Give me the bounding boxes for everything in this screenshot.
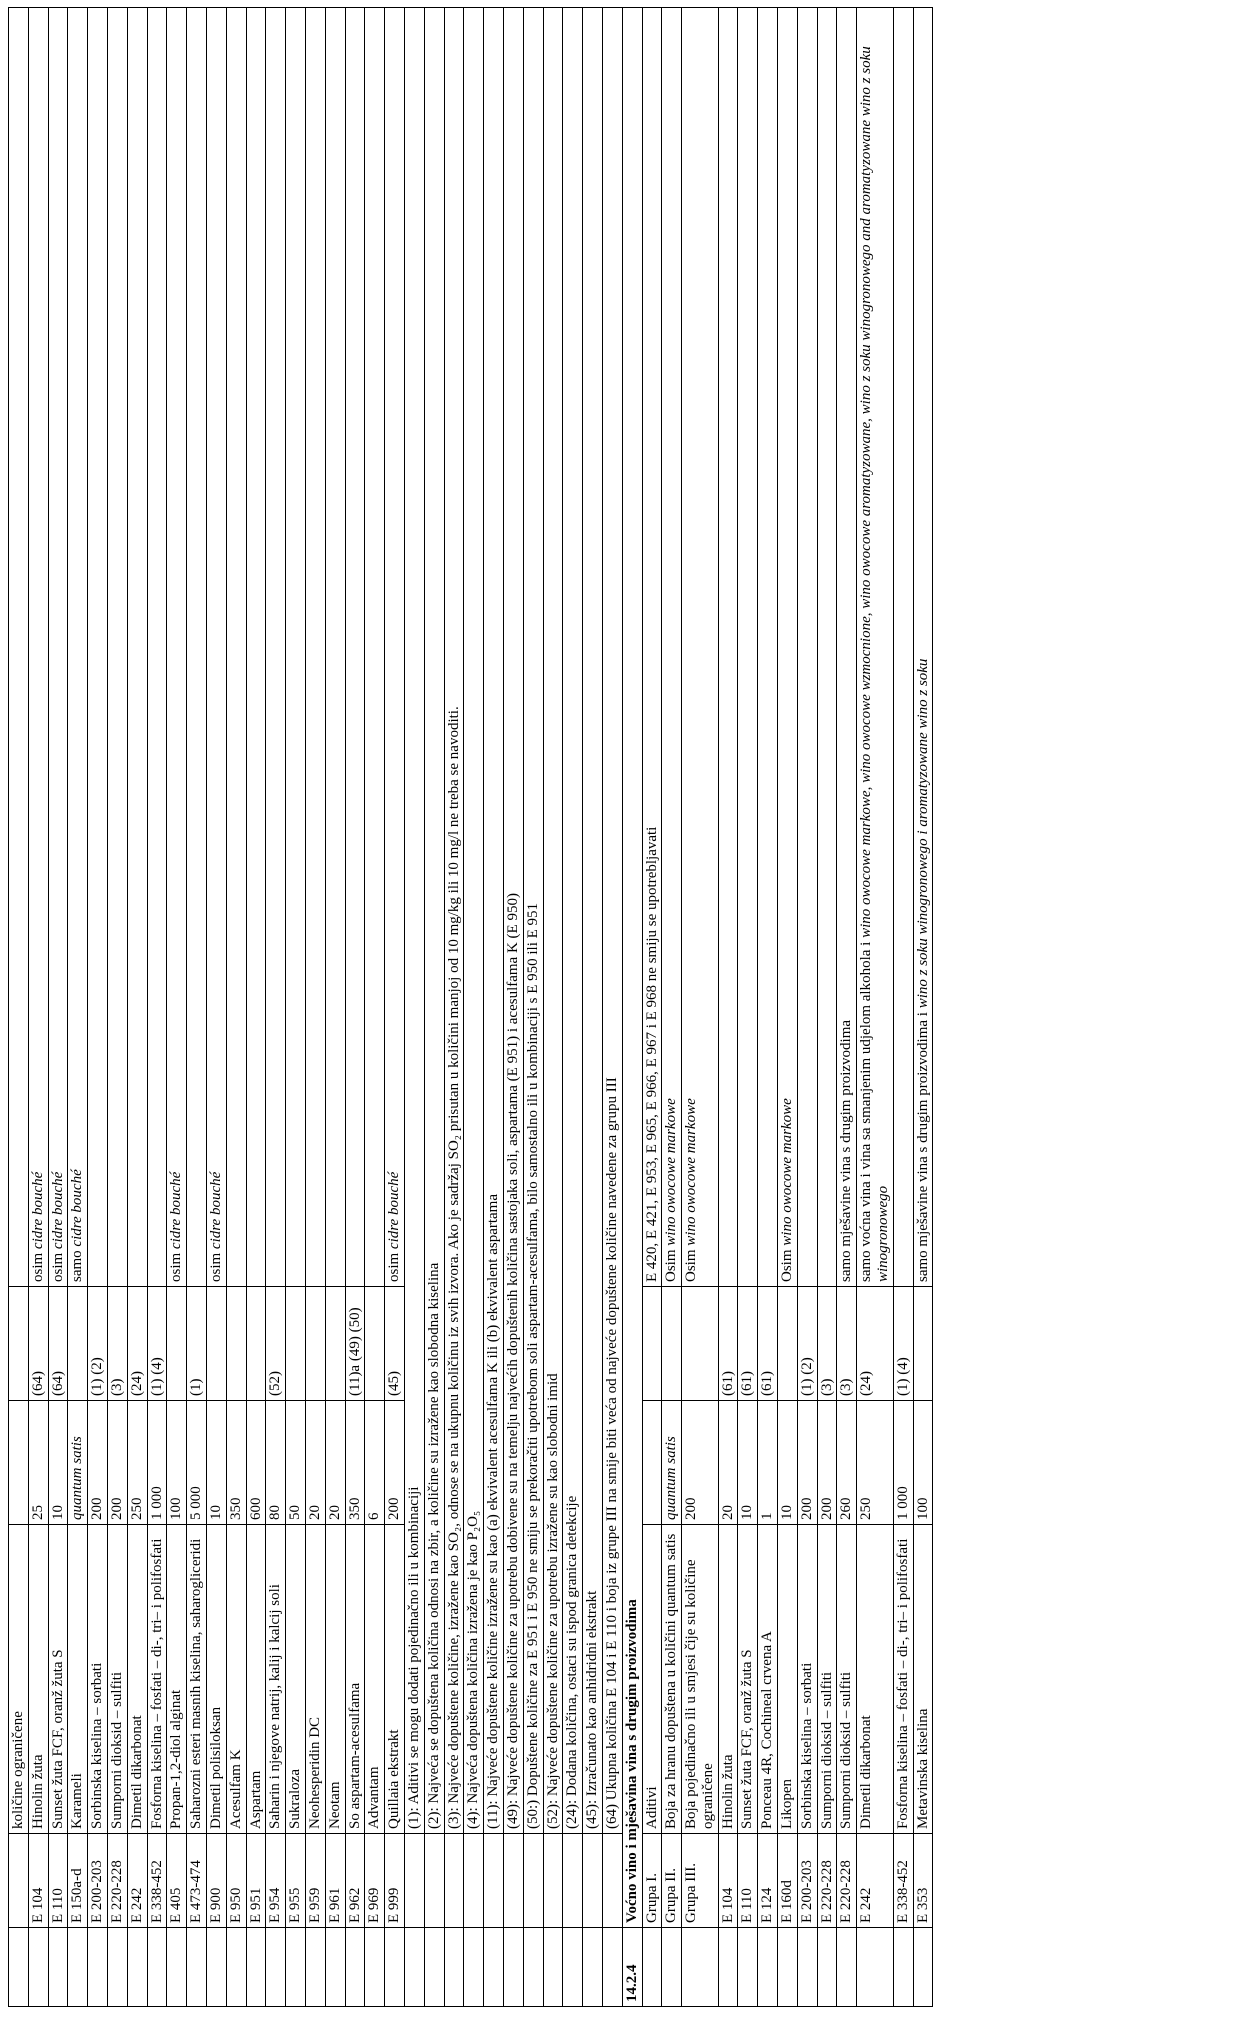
restrictions: osim cidre bouché bbox=[167, 8, 187, 1287]
footnote-refs: (1) (4) bbox=[147, 1287, 167, 1401]
table-row bbox=[325, 8, 345, 2007]
additive-name: Metavinska kiselina bbox=[913, 1525, 933, 1834]
footnote-refs bbox=[305, 1287, 325, 1401]
code-cell bbox=[523, 1834, 543, 1928]
footnote-refs bbox=[68, 1287, 88, 1401]
additive-code: E 242 bbox=[127, 1834, 147, 1928]
footnote-text: (4): Najveća dopuštena količina izražena je kao P₂O₅ bbox=[464, 8, 484, 1834]
additive-code: E 473-474 bbox=[187, 1834, 207, 1928]
restrictions bbox=[817, 8, 837, 1287]
restrictions-italic: wino owocowe markowe bbox=[683, 1098, 700, 1246]
additive-code: E 900 bbox=[206, 1834, 226, 1928]
restrictions bbox=[305, 8, 325, 1287]
table-row bbox=[147, 8, 167, 2007]
additive-name: Sunset žuta FCF, oranž žuta S bbox=[48, 1525, 68, 1834]
category-cell bbox=[68, 1928, 88, 2007]
category-cell bbox=[758, 1928, 778, 2007]
restrictions: Osim wino owocowe markowe bbox=[778, 8, 798, 1287]
footnote-refs bbox=[642, 1287, 662, 1401]
footnote-row bbox=[404, 8, 424, 2007]
footnote-refs bbox=[9, 1287, 29, 1401]
table-row bbox=[107, 8, 127, 2007]
max-quantity: 200 bbox=[385, 1401, 405, 1525]
footnote-refs bbox=[662, 1287, 682, 1401]
table-top-section bbox=[9, 8, 405, 2007]
additive-code: E 104 bbox=[28, 1834, 48, 1928]
footnote-refs: (1) (2) bbox=[88, 1287, 108, 1401]
code-cell bbox=[464, 1834, 484, 1928]
restrictions bbox=[246, 8, 266, 1287]
additive-code: E 954 bbox=[266, 1834, 286, 1928]
category-cell bbox=[107, 1928, 127, 2007]
footnotes-section bbox=[404, 8, 622, 2007]
footnote-row bbox=[503, 8, 523, 2007]
additive-name: Fosforna kiselina – fosfati – di-, tri– i polifosfati bbox=[147, 1525, 167, 1834]
additive-code: Grupa II. bbox=[662, 1834, 682, 1928]
footnote-text: (49): Najveće dopuštene količine za upotrebu dobivene su na temelju najvećih dopuštenih količina sastojaka soli, aspartama (E 951) i acesulfama K (E 950) bbox=[503, 8, 523, 1834]
category-cell bbox=[837, 1928, 857, 2007]
table-row bbox=[817, 8, 837, 2007]
additive-name: Sorbinska kiselina – sorbati bbox=[797, 1525, 817, 1834]
additive-name: Propan-1,2-diol alginat bbox=[167, 1525, 187, 1834]
table-row bbox=[48, 8, 68, 2007]
restrictions bbox=[738, 8, 758, 1287]
restrictions-italic: wino z soku winogronowego i aromatyzowane wino z soku bbox=[914, 658, 931, 1009]
restrictions bbox=[107, 8, 127, 1287]
footnote-refs: (1) (2) bbox=[797, 1287, 817, 1401]
table-row bbox=[797, 8, 817, 2007]
table-row bbox=[28, 8, 48, 2007]
category-cell bbox=[28, 1928, 48, 2007]
category-cell bbox=[857, 1928, 894, 2007]
additive-code: E 242 bbox=[857, 1834, 894, 1928]
footnote-row bbox=[602, 8, 622, 2007]
restrictions: osim cidre bouché bbox=[28, 8, 48, 1287]
additive-name: Hinolin žuta bbox=[28, 1525, 48, 1834]
restrictions bbox=[147, 8, 167, 1287]
code-cell bbox=[424, 1834, 444, 1928]
max-quantity-italic: quantum satis bbox=[663, 1436, 680, 1520]
max-quantity: 10 bbox=[738, 1401, 758, 1525]
additive-name: Saharin i njegove natrij, kalij i kalcij soli bbox=[266, 1525, 286, 1834]
additive-code: E 110 bbox=[738, 1834, 758, 1928]
additive-code: E 405 bbox=[167, 1834, 187, 1928]
footnote-refs bbox=[286, 1287, 306, 1401]
max-quantity: 350 bbox=[345, 1401, 365, 1525]
table-row bbox=[167, 8, 187, 2007]
max-quantity: 20 bbox=[325, 1401, 345, 1525]
category-cell bbox=[583, 1928, 603, 2007]
category-cell bbox=[523, 1928, 543, 2007]
restrictions bbox=[758, 8, 778, 1287]
max-quantity: 50 bbox=[286, 1401, 306, 1525]
restrictions bbox=[88, 8, 108, 1287]
category-cell bbox=[325, 1928, 345, 2007]
restrictions: Osim wino owocowe markowe bbox=[682, 8, 719, 1287]
category-cell bbox=[246, 1928, 266, 2007]
additive-code: E 959 bbox=[305, 1834, 325, 1928]
category-cell bbox=[226, 1928, 246, 2007]
footnote-refs: (61) bbox=[718, 1287, 738, 1401]
restrictions-italic: wino owocowe markowe, wino owocowe wzmocnione, wino owocowe aromatyzowane, wino z soku winogronowego and aromatyzowane wino z soku winogronowego bbox=[858, 46, 892, 1282]
code-cell bbox=[602, 1834, 622, 1928]
additive-name: Sumporni dioksid – sulfiti bbox=[107, 1525, 127, 1834]
additive-name: Boja za hranu dopuštena u količini quantum satis bbox=[662, 1525, 682, 1834]
category-cell bbox=[642, 1928, 662, 2007]
footnote-text: (1): Aditivi se mogu dodati pojedinačno ili u kombinaciji bbox=[404, 8, 424, 1834]
footnote-row bbox=[464, 8, 484, 2007]
restrictions: osim cidre bouché bbox=[48, 8, 68, 1287]
category-cell bbox=[266, 1928, 286, 2007]
code-cell bbox=[563, 1834, 583, 1928]
footnote-refs bbox=[913, 1287, 933, 1401]
footnote-refs: (3) bbox=[817, 1287, 837, 1401]
category-cell bbox=[778, 1928, 798, 2007]
restrictions bbox=[718, 8, 738, 1287]
restrictions bbox=[345, 8, 365, 1287]
restrictions: E 420, E 421, E 953, E 965, E 966, E 967 i E 968 ne smiju se upotrebljavati bbox=[642, 8, 662, 1287]
max-quantity: 5 000 bbox=[187, 1401, 207, 1525]
max-quantity bbox=[68, 1401, 88, 1525]
max-quantity: 10 bbox=[206, 1401, 226, 1525]
restrictions-italic: cidre bouché bbox=[29, 1171, 46, 1250]
footnote-refs bbox=[246, 1287, 266, 1401]
category-cell bbox=[305, 1928, 325, 2007]
category-cell bbox=[385, 1928, 405, 2007]
additive-code: E 104 bbox=[718, 1834, 738, 1928]
restrictions: samo mješavine vina s drugim proizvodima i wino z soku winogronowego i aromatyzowane wino z soku bbox=[913, 8, 933, 1287]
category-cell bbox=[345, 1928, 365, 2007]
table-row bbox=[642, 8, 662, 2007]
additive-code: E 962 bbox=[345, 1834, 365, 1928]
additive-name: So aspartam-acesulfama bbox=[345, 1525, 365, 1834]
footnote-refs bbox=[682, 1287, 719, 1401]
additive-code: E 338-452 bbox=[147, 1834, 167, 1928]
category-cell bbox=[444, 1928, 464, 2007]
table-row bbox=[778, 8, 798, 2007]
max-quantity: 260 bbox=[837, 1401, 857, 1525]
max-quantity: 1 bbox=[758, 1401, 778, 1525]
code-cell bbox=[404, 1834, 424, 1928]
restrictions-italic: wino owocowe markowe bbox=[779, 1098, 796, 1246]
table-row bbox=[837, 8, 857, 2007]
restrictions-italic: cidre bouché bbox=[49, 1171, 66, 1250]
category-cell bbox=[797, 1928, 817, 2007]
additive-name: Dimetil dikarbonat bbox=[127, 1525, 147, 1834]
max-quantity: 200 bbox=[797, 1401, 817, 1525]
category-cell bbox=[738, 1928, 758, 2007]
category-cell bbox=[662, 1928, 682, 2007]
additive-code: Grupa III. bbox=[682, 1834, 719, 1928]
additive-code: E 220-228 bbox=[107, 1834, 127, 1928]
max-quantity: 350 bbox=[226, 1401, 246, 1525]
max-quantity: 250 bbox=[857, 1401, 894, 1525]
category-cell bbox=[718, 1928, 738, 2007]
footnote-text: (50:) Dopuštene količine za E 951 i E 950 ne smiju se prekoračiti upotrebom soli aspartam-acesulfama, bilo samostalno ili u kombinaciji s E 950 ili E 951 bbox=[523, 8, 543, 1834]
table-row bbox=[365, 8, 385, 2007]
category-cell bbox=[404, 1928, 424, 2007]
section-title: Voćno vino i mješavina vina s drugim proizvodima bbox=[622, 8, 642, 1928]
section-header-row bbox=[622, 8, 642, 2007]
footnote-row bbox=[523, 8, 543, 2007]
max-quantity: 200 bbox=[682, 1401, 719, 1525]
table-row bbox=[226, 8, 246, 2007]
footnote-refs bbox=[778, 1287, 798, 1401]
category-cell bbox=[48, 1928, 68, 2007]
restrictions bbox=[187, 8, 207, 1287]
table-row bbox=[913, 8, 933, 2007]
additive-code: E 200-203 bbox=[797, 1834, 817, 1928]
category-cell bbox=[206, 1928, 226, 2007]
footnote-refs: (61) bbox=[738, 1287, 758, 1401]
footnote-refs: (1) bbox=[187, 1287, 207, 1401]
table-row bbox=[893, 8, 913, 2007]
category-cell bbox=[365, 1928, 385, 2007]
footnote-row bbox=[543, 8, 563, 2007]
footnote-refs: (24) bbox=[127, 1287, 147, 1401]
max-quantity: 1 000 bbox=[147, 1401, 167, 1525]
table-row bbox=[305, 8, 325, 2007]
restrictions-italic: cidre bouché bbox=[386, 1171, 403, 1250]
additive-code: E 220-228 bbox=[817, 1834, 837, 1928]
category-cell bbox=[563, 1928, 583, 2007]
restrictions bbox=[266, 8, 286, 1287]
restrictions-italic: cidre bouché bbox=[207, 1171, 224, 1250]
category-cell bbox=[147, 1928, 167, 2007]
additive-name: Dimetil dikarbonat bbox=[857, 1525, 894, 1834]
footnote-refs: (61) bbox=[758, 1287, 778, 1401]
category-cell bbox=[167, 1928, 187, 2007]
footnote-refs bbox=[325, 1287, 345, 1401]
table-row bbox=[385, 8, 405, 2007]
category-cell bbox=[9, 1928, 29, 2007]
table-row bbox=[662, 8, 682, 2007]
max-quantity: 1 000 bbox=[893, 1401, 913, 1525]
additive-name: Sumporni dioksid – sulfiti bbox=[837, 1525, 857, 1834]
table-row bbox=[68, 8, 88, 2007]
table-row bbox=[718, 8, 738, 2007]
additive-code: E 110 bbox=[48, 1834, 68, 1928]
category-cell bbox=[602, 1928, 622, 2007]
max-quantity: 200 bbox=[817, 1401, 837, 1525]
footnote-refs: (45) bbox=[385, 1287, 405, 1401]
additive-code: E 950 bbox=[226, 1834, 246, 1928]
max-quantity: 6 bbox=[365, 1401, 385, 1525]
additive-name: Sorbinska kiselina – sorbati bbox=[88, 1525, 108, 1834]
restrictions: osim cidre bouché bbox=[206, 8, 226, 1287]
category-cell bbox=[286, 1928, 306, 2007]
additive-code bbox=[9, 1834, 29, 1928]
additive-name: Quillaia ekstrakt bbox=[385, 1525, 405, 1834]
additive-name: Sukraloza bbox=[286, 1525, 306, 1834]
additive-code: E 353 bbox=[913, 1834, 933, 1928]
max-quantity: 10 bbox=[48, 1401, 68, 1525]
max-quantity: 100 bbox=[913, 1401, 933, 1525]
max-quantity bbox=[662, 1401, 682, 1525]
table-row bbox=[9, 8, 29, 2007]
code-cell bbox=[503, 1834, 523, 1928]
restrictions: Osim wino owocowe markowe bbox=[662, 8, 682, 1287]
footnote-text: (52): Najveće dopuštene količine za upotrebu izražene su kao slobodni imid bbox=[543, 8, 563, 1834]
additive-name: Sunset žuta FCF, oranž žuta S bbox=[738, 1525, 758, 1834]
category-cell bbox=[88, 1928, 108, 2007]
additive-code: E 124 bbox=[758, 1834, 778, 1928]
additives-table bbox=[8, 7, 933, 2007]
additive-code: E 969 bbox=[365, 1834, 385, 1928]
restrictions: osim cidre bouché bbox=[385, 8, 405, 1287]
restrictions bbox=[286, 8, 306, 1287]
additive-name: Hinolin žuta bbox=[718, 1525, 738, 1834]
restrictions bbox=[127, 8, 147, 1287]
additive-name: Dimetil polisiloksan bbox=[206, 1525, 226, 1834]
additive-name: Karameli bbox=[68, 1525, 88, 1834]
additive-name: Aditivi bbox=[642, 1525, 662, 1834]
additive-code: E 955 bbox=[286, 1834, 306, 1928]
code-cell bbox=[583, 1834, 603, 1928]
category-cell bbox=[543, 1928, 563, 2007]
additive-code: E 150a-d bbox=[68, 1834, 88, 1928]
restrictions: samo voćna vina i vina sa smanjenim udjelom alkohola i wino owocowe markowe, wino owocowe wzmocnione, wino owocowe aromatyzowane, wino z soku winogronowego and aromatyzowane wino z soku winogronowego bbox=[857, 8, 894, 1287]
restrictions bbox=[365, 8, 385, 1287]
section-number: 14.2.4 bbox=[622, 1928, 642, 2007]
footnote-row bbox=[583, 8, 603, 2007]
restrictions-italic: wino owocowe markowe bbox=[663, 1098, 680, 1246]
category-cell bbox=[913, 1928, 933, 2007]
footnote-refs: (52) bbox=[266, 1287, 286, 1401]
additive-name: Neotam bbox=[325, 1525, 345, 1834]
category-cell bbox=[484, 1928, 504, 2007]
restrictions bbox=[797, 8, 817, 1287]
max-quantity: 200 bbox=[88, 1401, 108, 1525]
additive-code: E 220-228 bbox=[837, 1834, 857, 1928]
footnote-text: (3): Najveće dopuštene količine, izražene kao SO₂, odnose se na ukupnu količinu iz svih izvora. Ako je sadržaj SO₂ prisutan u količini manjoj od 10 mg/kg ili 10 mg/l ne treba se navoditi. bbox=[444, 8, 464, 1834]
section-header bbox=[622, 8, 642, 2007]
table-row bbox=[286, 8, 306, 2007]
additive-code: E 951 bbox=[246, 1834, 266, 1928]
additive-name: Aspartam bbox=[246, 1525, 266, 1834]
table-row bbox=[266, 8, 286, 2007]
footnote-text: (2): Najveća se dopuštena količina odnosi na zbir, a količine su izražene kao slobodna kiselina bbox=[424, 8, 444, 1834]
footnote-refs: (24) bbox=[857, 1287, 894, 1401]
additive-name: Neohesperidin DC bbox=[305, 1525, 325, 1834]
footnote-text: (64) Ukupna količina E 104 i E 110 i boja iz grupe III na smije biti veća od najveće dopuštene količine navedene za grupu III bbox=[602, 8, 622, 1834]
additive-name: Acesulfam K bbox=[226, 1525, 246, 1834]
restrictions: samo cidre bouché bbox=[68, 8, 88, 1287]
additive-name: Saharozni esteri masnih kiselina, saharogliceridi bbox=[187, 1525, 207, 1834]
code-cell bbox=[444, 1834, 464, 1928]
footnote-row bbox=[563, 8, 583, 2007]
additive-code: E 999 bbox=[385, 1834, 405, 1928]
category-cell bbox=[682, 1928, 719, 2007]
table-bottom-section bbox=[642, 8, 933, 2007]
max-quantity: 25 bbox=[28, 1401, 48, 1525]
additive-code: E 338-452 bbox=[893, 1834, 913, 1928]
max-quantity: 20 bbox=[718, 1401, 738, 1525]
additive-name: Advantam bbox=[365, 1525, 385, 1834]
footnote-row bbox=[424, 8, 444, 2007]
additive-code: E 200-203 bbox=[88, 1834, 108, 1928]
restrictions bbox=[325, 8, 345, 1287]
restrictions: samo mješavine vina s drugim proizvodima bbox=[837, 8, 857, 1287]
table-row bbox=[738, 8, 758, 2007]
restrictions bbox=[893, 8, 913, 1287]
footnote-text: (11): Najveće dopuštene količine izražene su kao (a) ekvivalent acesulfama K ili (b) ekvivalent aspartama bbox=[484, 8, 504, 1834]
max-quantity bbox=[9, 1401, 29, 1525]
additive-code: E 160d bbox=[778, 1834, 798, 1928]
table-row bbox=[857, 8, 894, 2007]
footnote-refs: (64) bbox=[28, 1287, 48, 1401]
category-cell bbox=[127, 1928, 147, 2007]
max-quantity: 80 bbox=[266, 1401, 286, 1525]
additive-name: Sumporni dioksid – sulfiti bbox=[817, 1525, 837, 1834]
restrictions-italic: cidre bouché bbox=[69, 1169, 86, 1247]
category-cell bbox=[464, 1928, 484, 2007]
category-cell bbox=[503, 1928, 523, 2007]
footnote-refs bbox=[226, 1287, 246, 1401]
max-quantity bbox=[642, 1401, 662, 1525]
table-row bbox=[758, 8, 778, 2007]
table-row bbox=[345, 8, 365, 2007]
additive-name: Fosforna kiselina – fosfati – di-, tri– i polifosfati bbox=[893, 1525, 913, 1834]
footnote-refs: (64) bbox=[48, 1287, 68, 1401]
footnote-refs: (3) bbox=[837, 1287, 857, 1401]
footnote-refs: (3) bbox=[107, 1287, 127, 1401]
table-row bbox=[206, 8, 226, 2007]
footnote-refs bbox=[365, 1287, 385, 1401]
footnote-text: (45): Izračunato kao anhidridni ekstrakt bbox=[583, 8, 603, 1834]
max-quantity: 600 bbox=[246, 1401, 266, 1525]
max-quantity: 200 bbox=[107, 1401, 127, 1525]
table-row bbox=[88, 8, 108, 2007]
additive-name: Boja pojedinačno ili u smjesi čije su količine ograničene bbox=[682, 1525, 719, 1834]
table-row bbox=[246, 8, 266, 2007]
category-cell bbox=[424, 1928, 444, 2007]
restrictions bbox=[226, 8, 246, 1287]
additive-code: Grupa I. bbox=[642, 1834, 662, 1928]
category-cell bbox=[187, 1928, 207, 2007]
category-cell bbox=[817, 1928, 837, 2007]
category-cell bbox=[893, 1928, 913, 2007]
footnote-refs bbox=[167, 1287, 187, 1401]
restrictions-italic: cidre bouché bbox=[168, 1171, 185, 1250]
table-row bbox=[682, 8, 719, 2007]
table-row bbox=[187, 8, 207, 2007]
max-quantity: 250 bbox=[127, 1401, 147, 1525]
footnote-row bbox=[484, 8, 504, 2007]
additive-name: količine ograničene bbox=[9, 1525, 29, 1834]
max-quantity: 20 bbox=[305, 1401, 325, 1525]
footnote-row bbox=[444, 8, 464, 2007]
additive-code: E 961 bbox=[325, 1834, 345, 1928]
table-row bbox=[127, 8, 147, 2007]
footnote-refs: (11)a (49) (50) bbox=[345, 1287, 365, 1401]
footnote-text: (24): Dodana količina, ostaci su ispod granica detekcije bbox=[563, 8, 583, 1834]
code-cell bbox=[543, 1834, 563, 1928]
additive-name: Likopen bbox=[778, 1525, 798, 1834]
max-quantity: 10 bbox=[778, 1401, 798, 1525]
code-cell bbox=[484, 1834, 504, 1928]
additive-name: Ponceau 4R, Cochineal crvena A bbox=[758, 1525, 778, 1834]
max-quantity: 100 bbox=[167, 1401, 187, 1525]
footnote-refs bbox=[206, 1287, 226, 1401]
footnote-refs: (1) (4) bbox=[893, 1287, 913, 1401]
max-quantity-italic: quantum satis bbox=[69, 1436, 86, 1520]
restrictions bbox=[9, 8, 29, 1287]
